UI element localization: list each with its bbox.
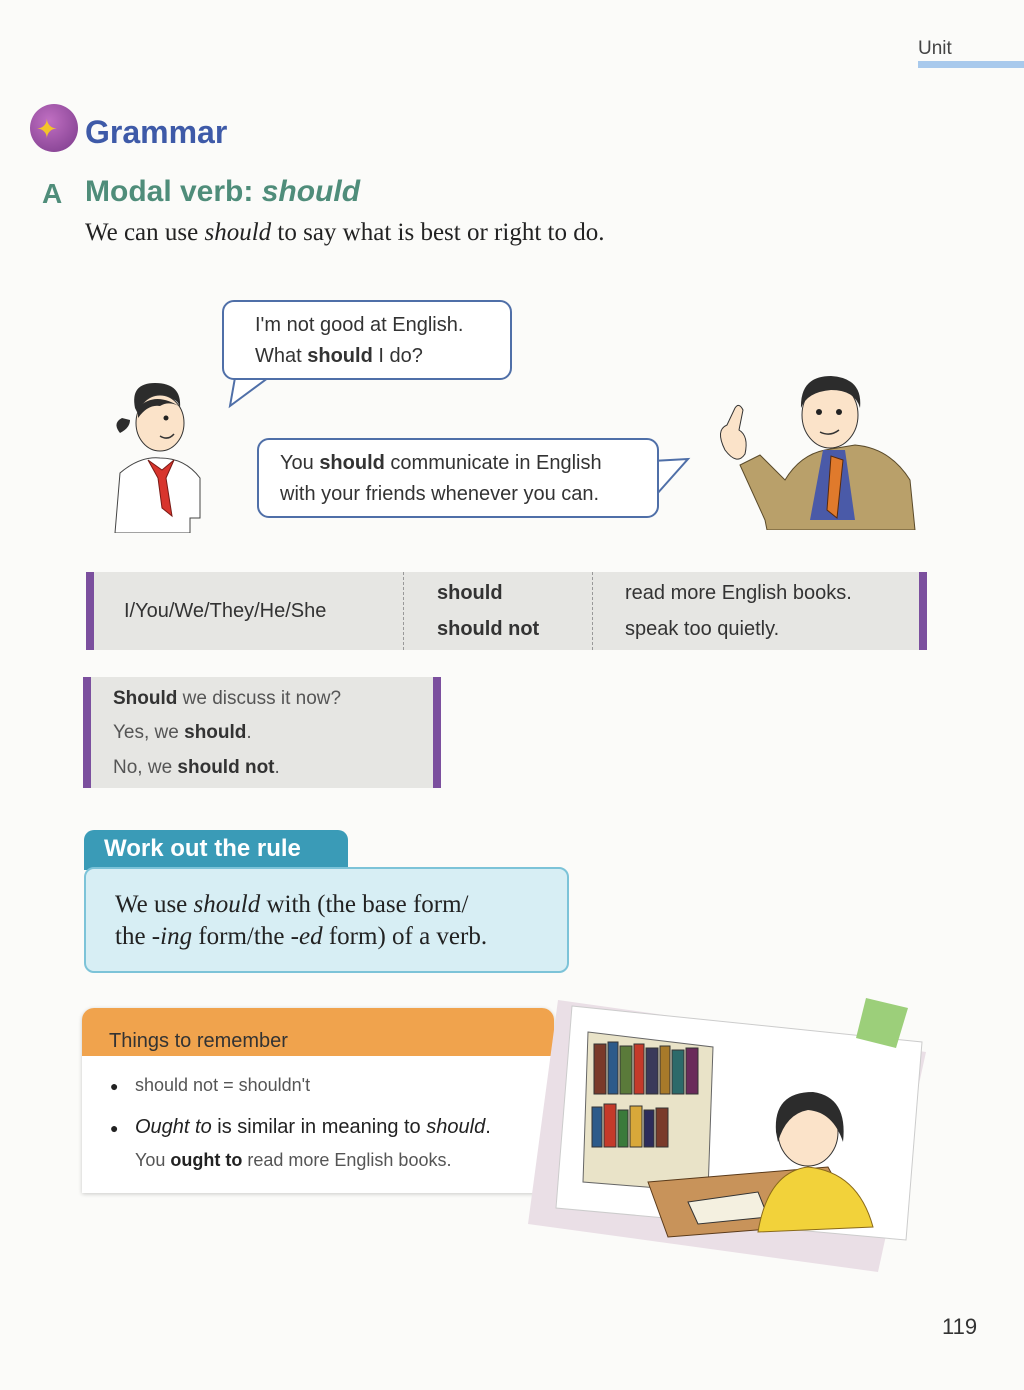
- table-divider: [403, 572, 404, 650]
- bubble-teacher-line1: You should communicate in English: [280, 452, 602, 474]
- rule-box: [84, 867, 569, 973]
- grammar-badge-icon: ✦: [30, 104, 78, 152]
- bubble-girl-line2: What should I do?: [255, 345, 423, 367]
- remember-example: You ought to read more English books.: [135, 1150, 452, 1170]
- remember-item-2: Ought to is similar in meaning to should.: [135, 1116, 491, 1138]
- schoolgirl-illustration: [100, 378, 210, 533]
- page-number: 119: [942, 1314, 978, 1339]
- bubble-girl-line1: I'm not good at English.: [255, 314, 464, 336]
- question-line: Should we discuss it now?: [113, 688, 342, 709]
- answer-no-line: No, we should not.: [113, 757, 280, 778]
- unit-label: Unit: [918, 38, 952, 59]
- bubble-teacher-line2: with your friends whenever you can.: [280, 483, 600, 505]
- remember-title: Things to remember: [109, 1030, 288, 1052]
- table-verb-positive: read more English books.: [625, 582, 852, 604]
- rule-tab-label: Work out the rule: [104, 835, 301, 862]
- things-to-remember-box: [82, 1008, 554, 1193]
- section-letter: A: [42, 178, 63, 209]
- bullet-icon: ●: [110, 1120, 119, 1136]
- remember-item-1: should not = shouldn't: [135, 1075, 311, 1095]
- speech-bubble-teacher: [257, 438, 659, 518]
- intro-text: We can use should to say what is best or right to do.: [85, 219, 605, 246]
- rule-line2: the -ing form/the -ed form) of a verb.: [115, 923, 488, 950]
- table-modal-positive: should: [437, 582, 503, 604]
- grammar-table: [86, 572, 927, 650]
- section-title: Modal verb: should: [85, 175, 361, 208]
- teacher-illustration: [705, 370, 920, 530]
- table-subject: I/You/We/They/He/She: [124, 600, 327, 622]
- table-modal-negative: should not: [437, 618, 540, 640]
- rule-line1: We use should with (the base form/: [115, 891, 469, 918]
- answer-yes-line: Yes, we should.: [113, 722, 252, 743]
- question-box: [83, 677, 441, 788]
- grammar-title: Grammar: [85, 114, 228, 150]
- unit-bar: [918, 61, 1024, 68]
- table-divider: [592, 572, 593, 650]
- speech-bubble-girl: [222, 300, 512, 380]
- bullet-icon: ●: [110, 1078, 119, 1094]
- table-verb-negative: speak too quietly.: [625, 618, 780, 640]
- girl-reading-photo: [528, 992, 928, 1272]
- rule-tab: [84, 830, 348, 870]
